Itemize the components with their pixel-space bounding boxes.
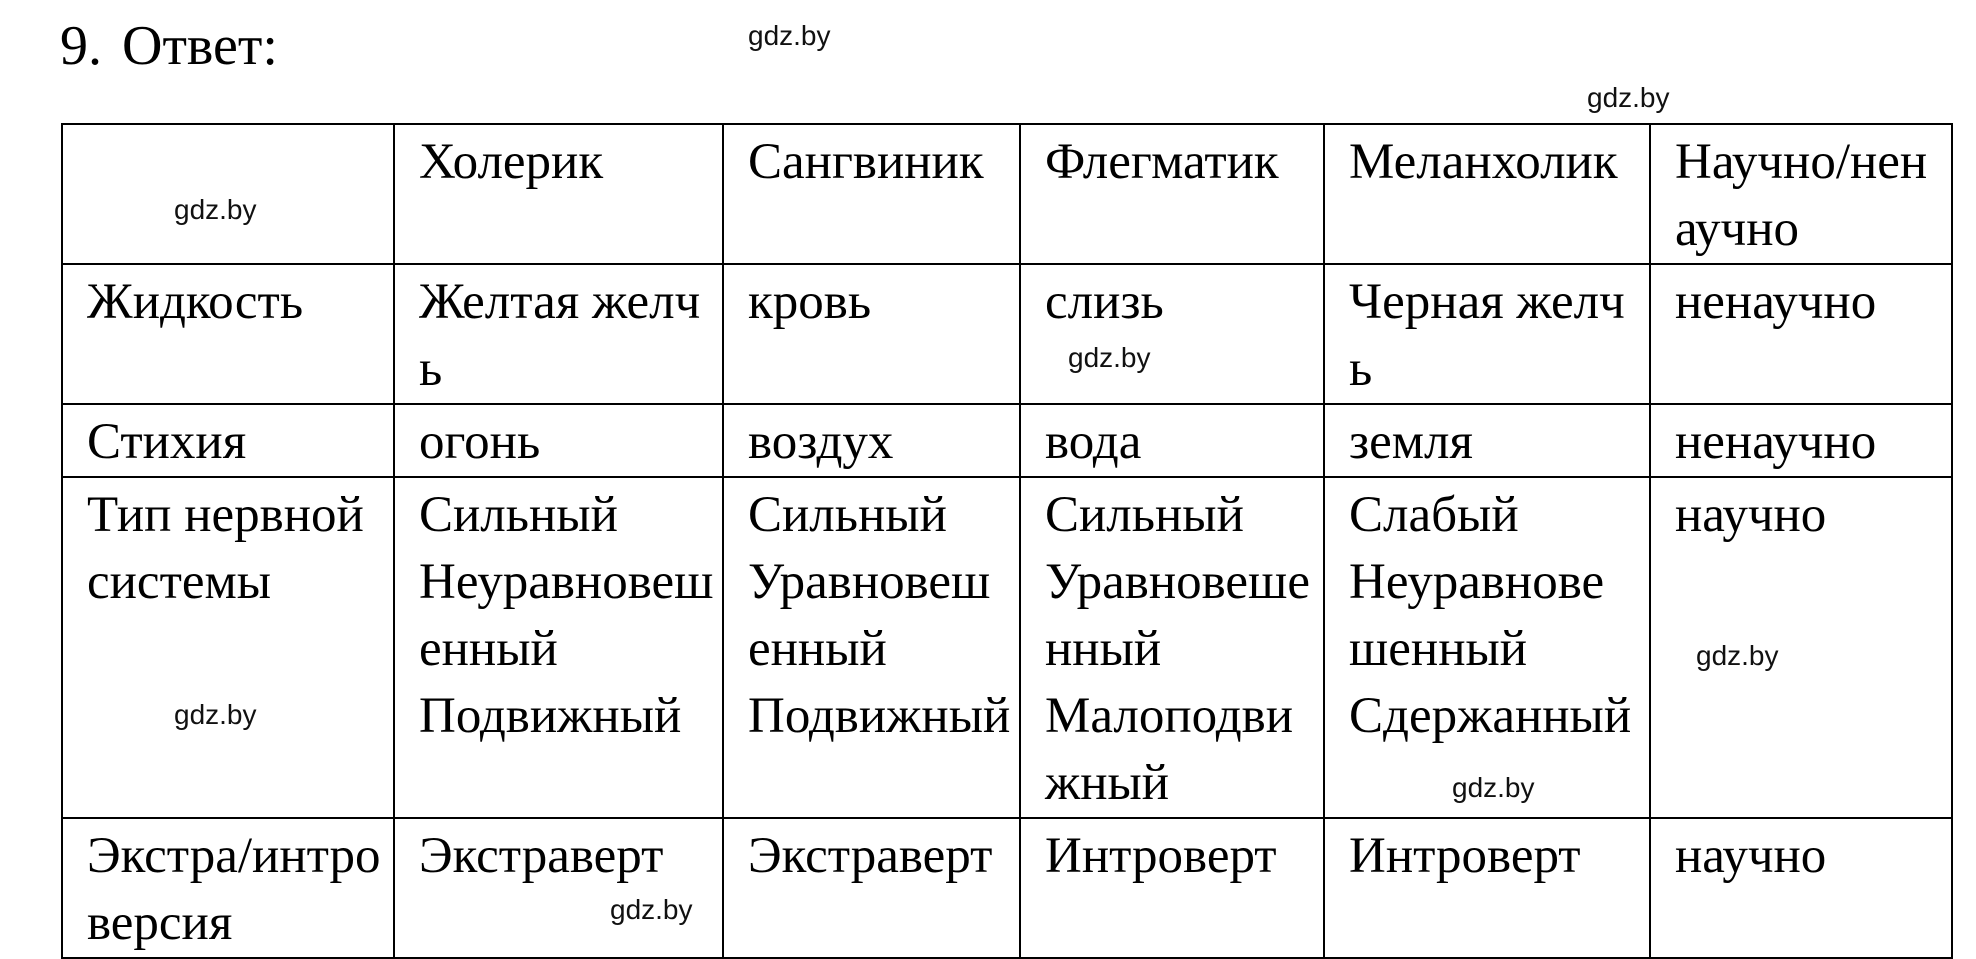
row-label: Жидкость: [62, 264, 394, 404]
watermark: gdz.by: [748, 20, 831, 51]
table-cell: Сильный Неуравновешенный Подвижный: [394, 477, 723, 818]
table-row: [62, 818, 1952, 958]
watermark: gdz.by: [174, 699, 257, 730]
row-label: Стихия: [62, 404, 394, 477]
table-cell: ненаучно: [1650, 404, 1952, 477]
table-cell: вода: [1020, 404, 1324, 477]
table-cell: научно: [1650, 477, 1952, 818]
table-cell: воздух: [723, 404, 1020, 477]
watermark: gdz.by: [1452, 772, 1535, 803]
row-label: Экстра/интроверсия: [62, 818, 394, 958]
table-cell: научно: [1650, 818, 1952, 958]
watermark: gdz.by: [1696, 640, 1779, 671]
row-label: Тип нервной системы: [62, 477, 394, 818]
table-cell: Интроверт: [1324, 818, 1650, 958]
table-cell: Сильный Уравновешенный Подвижный: [723, 477, 1020, 818]
header-cell-melancholic: Меланхолик: [1324, 124, 1650, 264]
temperament-table: [61, 123, 1953, 959]
watermark: gdz.by: [174, 194, 257, 225]
header-cell-choleric: Холерик: [394, 124, 723, 264]
table-cell: Экстраверт: [394, 818, 723, 958]
watermark: gdz.by: [1068, 342, 1151, 373]
question-number: 9.: [60, 15, 102, 77]
table-row: [62, 404, 1952, 477]
table-cell: огонь: [394, 404, 723, 477]
table-cell: Слабый Неуравновешенный Сдержанный: [1324, 477, 1650, 818]
table-row: [62, 477, 1952, 818]
table-row: [62, 264, 1952, 404]
table-cell: Сильный Уравновешенный Малоподвижный: [1020, 477, 1324, 818]
table-header-row: [62, 124, 1952, 264]
header-cell-scientific: Научно/ненаучно: [1650, 124, 1952, 264]
table-cell: Черная желчь: [1324, 264, 1650, 404]
table-cell: земля: [1324, 404, 1650, 477]
watermark: gdz.by: [610, 894, 693, 925]
table-cell: Экстраверт: [723, 818, 1020, 958]
answer-label: Ответ:: [122, 15, 278, 77]
table-cell: Желтая желчь: [394, 264, 723, 404]
watermark: gdz.by: [1587, 82, 1670, 113]
table-cell: Интроверт: [1020, 818, 1324, 958]
header-cell-phlegmatic: Флегматик: [1020, 124, 1324, 264]
header-cell-sanguine: Сангвиник: [723, 124, 1020, 264]
table-cell: слизь: [1020, 264, 1324, 404]
table-cell: кровь: [723, 264, 1020, 404]
answer-heading: [60, 14, 278, 78]
table-cell: ненаучно: [1650, 264, 1952, 404]
